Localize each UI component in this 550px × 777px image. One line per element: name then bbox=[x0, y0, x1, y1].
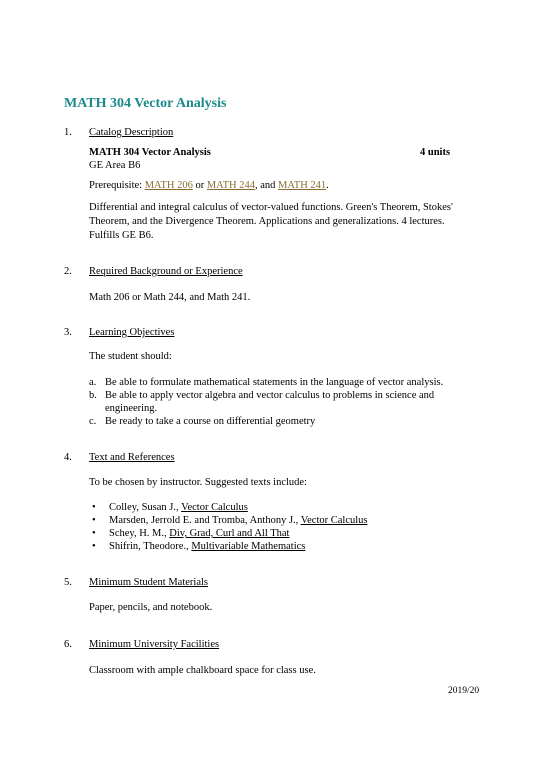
texts-intro: To be chosen by instructor. Suggested texts include: bbox=[89, 477, 307, 488]
reference-author: Colley, Susan J., bbox=[109, 502, 182, 513]
objective-letter: c. bbox=[89, 416, 97, 427]
prereq-label: Prerequisite: bbox=[89, 180, 145, 191]
objectives-intro: The student should: bbox=[89, 351, 172, 362]
bullet-icon: • bbox=[92, 528, 96, 539]
objective-letter: a. bbox=[89, 377, 97, 388]
objective-item-continued: engineering. bbox=[105, 403, 158, 414]
objective-letter: b. bbox=[89, 390, 97, 401]
footer-year: 2019/20 bbox=[448, 686, 480, 696]
section-heading-background: Required Background or Experience bbox=[89, 266, 243, 277]
section-number: 1. bbox=[64, 127, 72, 138]
reference-title: Div, Grad, Curl and All That bbox=[169, 528, 290, 539]
section-heading-texts: Text and References bbox=[89, 452, 175, 463]
objective-item: Be able to apply vector algebra and vector calculus to problems in science and bbox=[105, 390, 435, 401]
objective-item: Be able to formulate mathematical statements in the language of vector analysis. bbox=[105, 377, 444, 388]
course-units: 4 units bbox=[420, 147, 451, 158]
section-number: 4. bbox=[64, 452, 72, 463]
section-number: 3. bbox=[64, 327, 72, 338]
ge-area: GE Area B6 bbox=[89, 160, 141, 171]
section-heading-objectives: Learning Objectives bbox=[89, 327, 175, 338]
section-heading-materials: Minimum Student Materials bbox=[89, 577, 208, 588]
background-text: Math 206 or Math 244, and Math 241. bbox=[89, 292, 251, 303]
prerequisite-line bbox=[89, 179, 329, 192]
link-math-206[interactable]: MATH 206 bbox=[144, 180, 193, 191]
section-heading-catalog: Catalog Description bbox=[89, 127, 174, 138]
section-number: 5. bbox=[64, 577, 72, 588]
section-heading-facilities: Minimum University Facilities bbox=[89, 639, 220, 650]
link-math-244[interactable]: MATH 244 bbox=[206, 180, 255, 191]
link-math-241[interactable]: MATH 241 bbox=[278, 180, 327, 191]
objective-item: Be ready to take a course on differential geometry bbox=[105, 416, 316, 427]
reference-author: Shifrin, Theodore., bbox=[109, 541, 192, 552]
facilities-text: Classroom with ample chalkboard space for class use. bbox=[89, 665, 316, 676]
catalog-description: Differential and integral calculus of vector-valued functions. Green's Theorem, Stokes' Theorem, and the Divergence Theorem. Applications and generalizations. 4 lectures. Fulfills GE B6. bbox=[89, 202, 453, 241]
bullet-icon: • bbox=[92, 541, 96, 552]
section-number: 6. bbox=[64, 639, 72, 650]
page-title: MATH 304 Vector Analysis bbox=[64, 96, 227, 111]
reference-author: Marsden, Jerrold E. and Tromba, Anthony J., bbox=[109, 515, 301, 526]
prereq-or: or bbox=[192, 180, 207, 191]
materials-text: Paper, pencils, and notebook. bbox=[89, 602, 213, 613]
bullet-icon: • bbox=[92, 515, 96, 526]
prereq-end: . bbox=[326, 180, 329, 191]
reference-item bbox=[109, 501, 248, 514]
reference-title: Multivariable Mathematics bbox=[191, 541, 306, 552]
reference-item bbox=[109, 514, 368, 527]
reference-title: Vector Calculus bbox=[300, 515, 368, 526]
reference-author: Schey, H. M., bbox=[109, 528, 170, 539]
reference-item bbox=[109, 540, 305, 553]
bullet-icon: • bbox=[92, 502, 96, 513]
reference-item bbox=[109, 527, 289, 540]
reference-title: Vector Calculus bbox=[181, 502, 248, 513]
course-line: MATH 304 Vector Analysis bbox=[89, 147, 211, 158]
section-number: 2. bbox=[64, 266, 72, 277]
prereq-and: , and bbox=[254, 180, 279, 191]
